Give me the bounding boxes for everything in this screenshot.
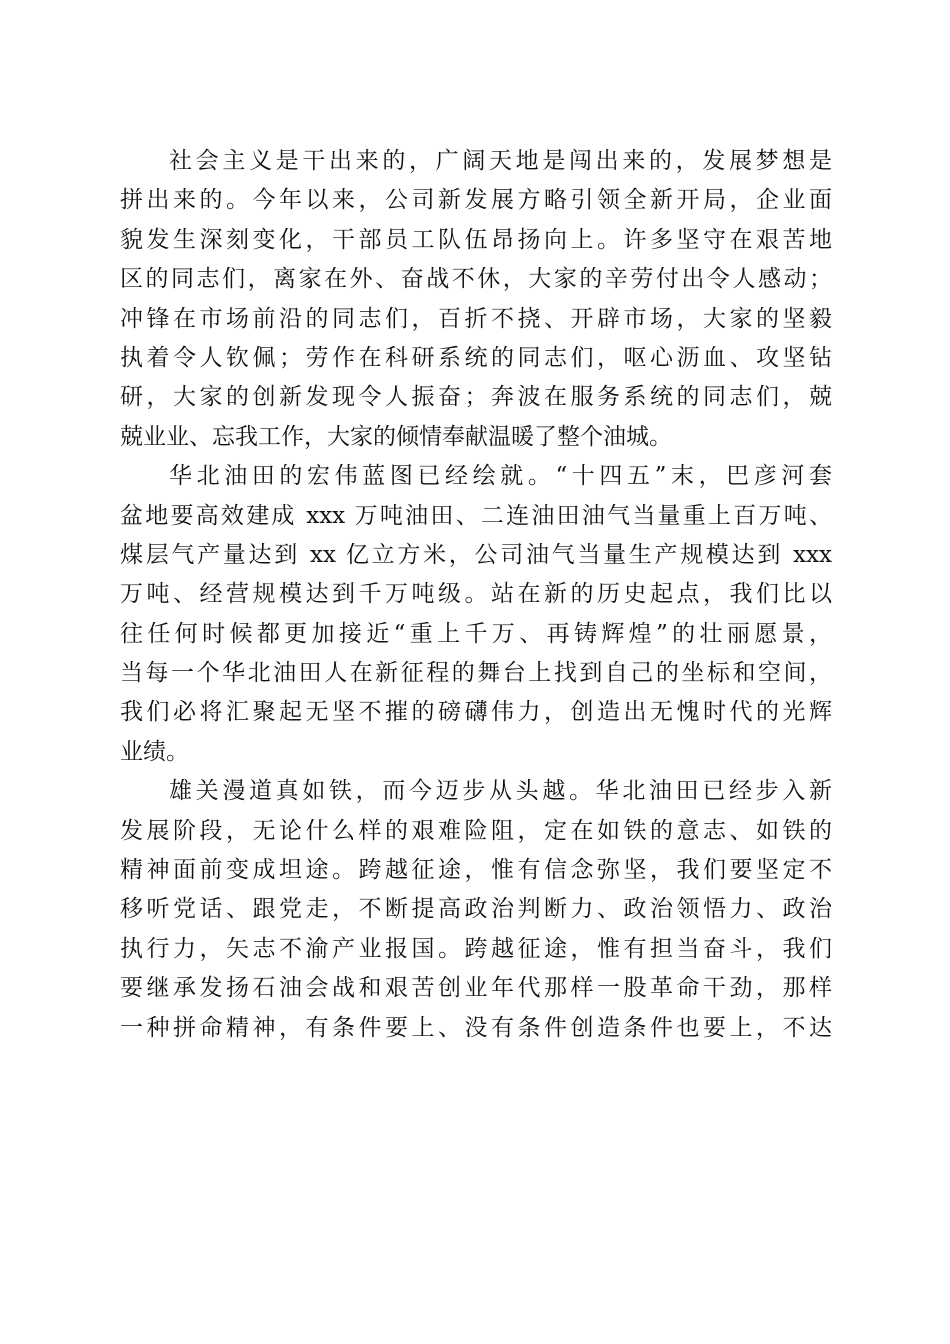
paragraph-line: 兢业业、忘我工作，大家的倾情奉献温暖了整个油城。: [120, 423, 672, 450]
document-body: [120, 142, 832, 1048]
paragraph-line: 雄关漫道真如铁，而今迈步从头越。华北油田已经步入新: [169, 778, 832, 805]
paragraph-line: 拼出来的。今年以来，公司新发展方略引领全新开局，企业面: [120, 187, 832, 214]
paragraph-1: [120, 142, 832, 457]
paragraph-line: 社会主义是干出来的，广阔天地是闯出来的，发展梦想是: [169, 148, 832, 174]
paragraph-line: 冲锋在市场前沿的同志们，百折不挠、开辟市场，大家的坚毅: [120, 305, 832, 332]
paragraph-line: 万吨、经营规模达到千万吨级。站在新的历史起点，我们比以: [120, 581, 832, 608]
paragraph-line: 精神面前变成坦途。跨越征途，惟有信念弥坚，我们要坚定不: [120, 857, 832, 884]
paragraph-2: [120, 457, 832, 772]
paragraph-line: 发展阶段，无论什么样的艰难险阻，定在如铁的意志、如铁的: [120, 817, 832, 844]
paragraph-line: 盆地要高效建成 xxx 万吨油田、二连油田油气当量重上百万吨、: [120, 502, 832, 529]
paragraph-line: 研，大家的创新发现令人振奋；奔波在服务系统的同志们，兢: [120, 384, 832, 411]
paragraph-line: 执着令人钦佩；劳作在科研系统的同志们，呕心沥血、攻坚钻: [120, 344, 832, 371]
paragraph-line: 当每一个华北油田人在新征程的舞台上找到自己的坐标和空间，: [120, 660, 832, 687]
paragraph-line: 煤层气产量达到 xx 亿立方米，公司油气当量生产规模达到 xxx: [120, 541, 832, 568]
paragraph-line: 执行力，矢志不渝产业报国。跨越征途，惟有担当奋斗，我们: [120, 935, 832, 962]
paragraph-line: 华北油田的宏伟蓝图已经绘就。“十四五”末，巴彦河套: [169, 463, 832, 490]
paragraph-3: [120, 772, 832, 1048]
paragraph-line: 往任何时候都更加接近“重上千万、再铸辉煌”的壮丽愿景，: [120, 620, 832, 647]
paragraph-line: 我们必将汇聚起无坚不摧的磅礴伟力，创造出无愧时代的光辉: [120, 699, 832, 726]
paragraph-line: 业绩。: [120, 738, 189, 765]
paragraph-line: 一种拼命精神，有条件要上、没有条件创造条件也要上，不达: [120, 1014, 832, 1041]
paragraph-line: 区的同志们，离家在外、奋战不休，大家的辛劳付出令人感动；: [120, 266, 832, 293]
paragraph-line: 要继承发扬石油会战和艰苦创业年代那样一股革命干劲，那样: [120, 975, 832, 1002]
paragraph-line: 移听党话、跟党走，不断提高政治判断力、政治领悟力、政治: [120, 896, 832, 923]
paragraph-line: 貌发生深刻变化，干部员工队伍昂扬向上。许多坚守在艰苦地: [120, 226, 832, 253]
